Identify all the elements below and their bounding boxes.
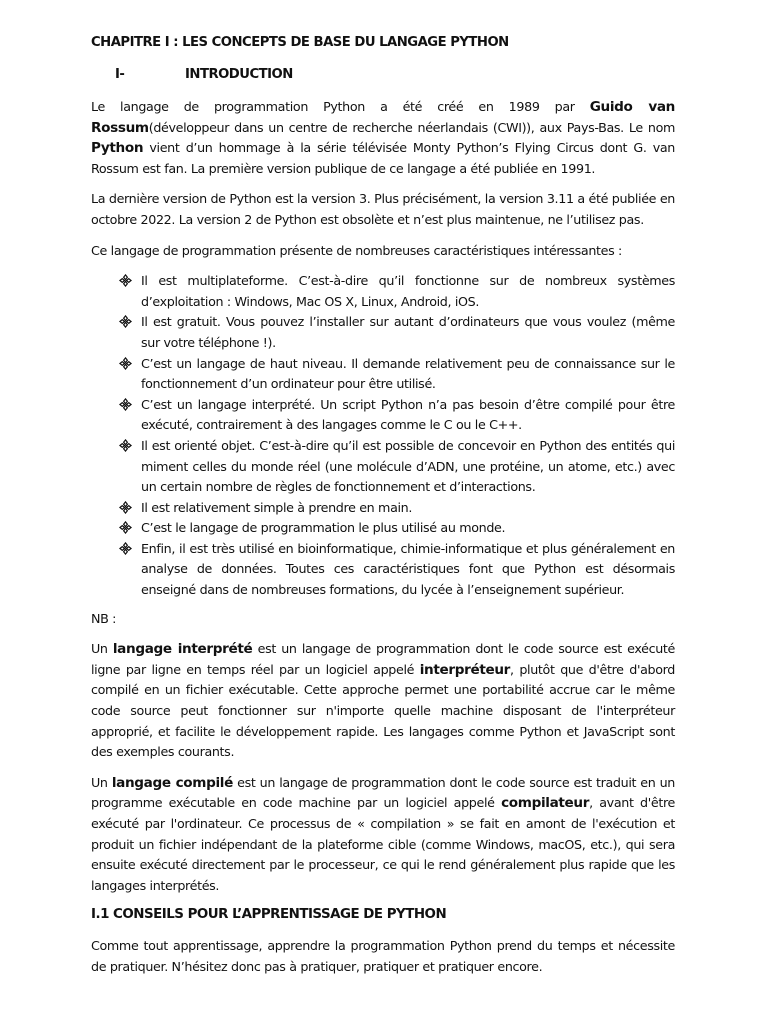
diamond-bullet-icon	[119, 357, 132, 370]
feature-item: Il est relativement simple à prendre en main.	[141, 498, 675, 519]
feature-item: Il est multiplateforme. C’est-à-dire qu’il fonctionne sur de nombreux systèmes d’exploitation : Windows, Mac OS X, Linux, Android, iOS.	[141, 271, 675, 312]
author-name: Guido van Rossum	[91, 99, 676, 136]
term-compiled: langage compilé	[111, 774, 233, 791]
feature-item: Enfin, il est très utilisé en bioinformatique, chimie-informatique et plus généralement en analyse de données. Toutes ces caractéristiques font que Python est désormais enseigné dans de nombreuses formations, du lycée à l’enseignement supérieur.	[141, 539, 675, 601]
section-title: INTRODUCTION	[185, 67, 293, 82]
diamond-bullet-icon	[119, 521, 132, 534]
intro-paragraph-1: Le langage de programmation Python a été créé en 1989 par Guido van Rossum(développeur dans un centre de recherche néerlandais (CWI)), aux Pays-Bas. Le nom Python vient d’un hommage à la série télévisée Monty Python’s Flying Circus dont G. van Rossum est fan. La première version publique de ce langage a été publiée en 1991.	[91, 99, 676, 176]
term-interpreter: interpréteur	[419, 661, 511, 678]
python-name: Python	[91, 140, 144, 157]
feature-item: Il est gratuit. Vous pouvez l’installer sur autant d’ordinateurs que vous voulez (même sur votre téléphone !).	[141, 312, 675, 353]
feature-item: C’est un langage interprété. Un script Python n’a pas besoin d’être compilé pour être exécuté, contrairement à des langages comme le C ou le C++.	[141, 395, 675, 436]
feature-item: C’est le langage de programmation le plus utilisé au monde.	[141, 518, 675, 539]
intro-paragraph-3: Ce langage de programmation présente de nombreuses caractéristiques intéressantes :	[91, 242, 622, 258]
diamond-bullet-icon	[119, 398, 132, 411]
diamond-bullet-icon	[119, 274, 132, 287]
nb-label: NB :	[91, 610, 117, 626]
conseils-paragraph: Comme tout apprentissage, apprendre la programmation Python prend du temps et nécessite de pratiquer. N’hésitez donc pas à pratiquer, pratiquer et pratiquer encore.	[91, 938, 675, 974]
term-compiler: compilateur	[501, 795, 590, 812]
intro-paragraph-2: La dernière version de Python est la version 3. Plus précisément, la version 3.11 a été publiée en octobre 2022. La version 2 de Python est obsolète et n’est plus maintenue, ne l’utilisez pas.	[91, 191, 675, 227]
diamond-bullet-icon	[119, 501, 132, 514]
diamond-bullet-icon	[119, 315, 132, 328]
chapter-title: CHAPITRE I : LES CONCEPTS DE BASE DU LANGAGE PYTHON	[91, 35, 509, 50]
feature-item: Il est orienté objet. C’est-à-dire qu’il est possible de concevoir en Python des entités qui miment celles du monde réel (une molécule d’ADN, une protéine, un atome, etc.) avec un certain nombre de règles de fonctionnement et d’interactions.	[141, 436, 675, 498]
term-interpreted: langage interprété	[112, 641, 253, 658]
compiled-paragraph: Un langage compilé est un langage de programmation dont le code source est traduit en un programme exécutable en code machine par un logiciel appelé compilateur, avant d'être exécuté par l'ordinateur. Ce processus de « compilation » se fait en amont de l'exécution et produit un fichier indépendant de la plateforme cible (comme Windows, macOS, etc.), qui sera ensuite exécuté directement par le processeur, ce qui le rend généralement plus rapide que les langages interprétés.	[91, 774, 675, 893]
features-list	[91, 271, 675, 601]
section-number: I-	[115, 67, 125, 82]
interpreted-paragraph: Un langage interprété est un langage de programmation dont le code source est exécuté ligne par ligne en temps réel par un logiciel appelé interpréteur, plutôt que d'être d'abord compilé en un fichier exécutable. Cette approche permet une portabilité accrue car le même code source peut fonctionner sur n'importe quelle machine disposant de l'interpréteur approprié, et facilite le développement rapide. Les langages comme Python et JavaScript sont des exemples courants.	[91, 641, 676, 760]
feature-item: C’est un langage de haut niveau. Il demande relativement peu de connaissance sur le fonctionnement d’un ordinateur pour être utilisé.	[141, 354, 675, 395]
document-page	[91, 34, 675, 988]
subsection-title: I.1 CONSEILS POUR L’APPRENTISSAGE DE PYTHON	[91, 907, 447, 923]
section-heading	[91, 66, 675, 84]
diamond-bullet-icon	[119, 542, 132, 555]
diamond-bullet-icon	[119, 439, 132, 452]
